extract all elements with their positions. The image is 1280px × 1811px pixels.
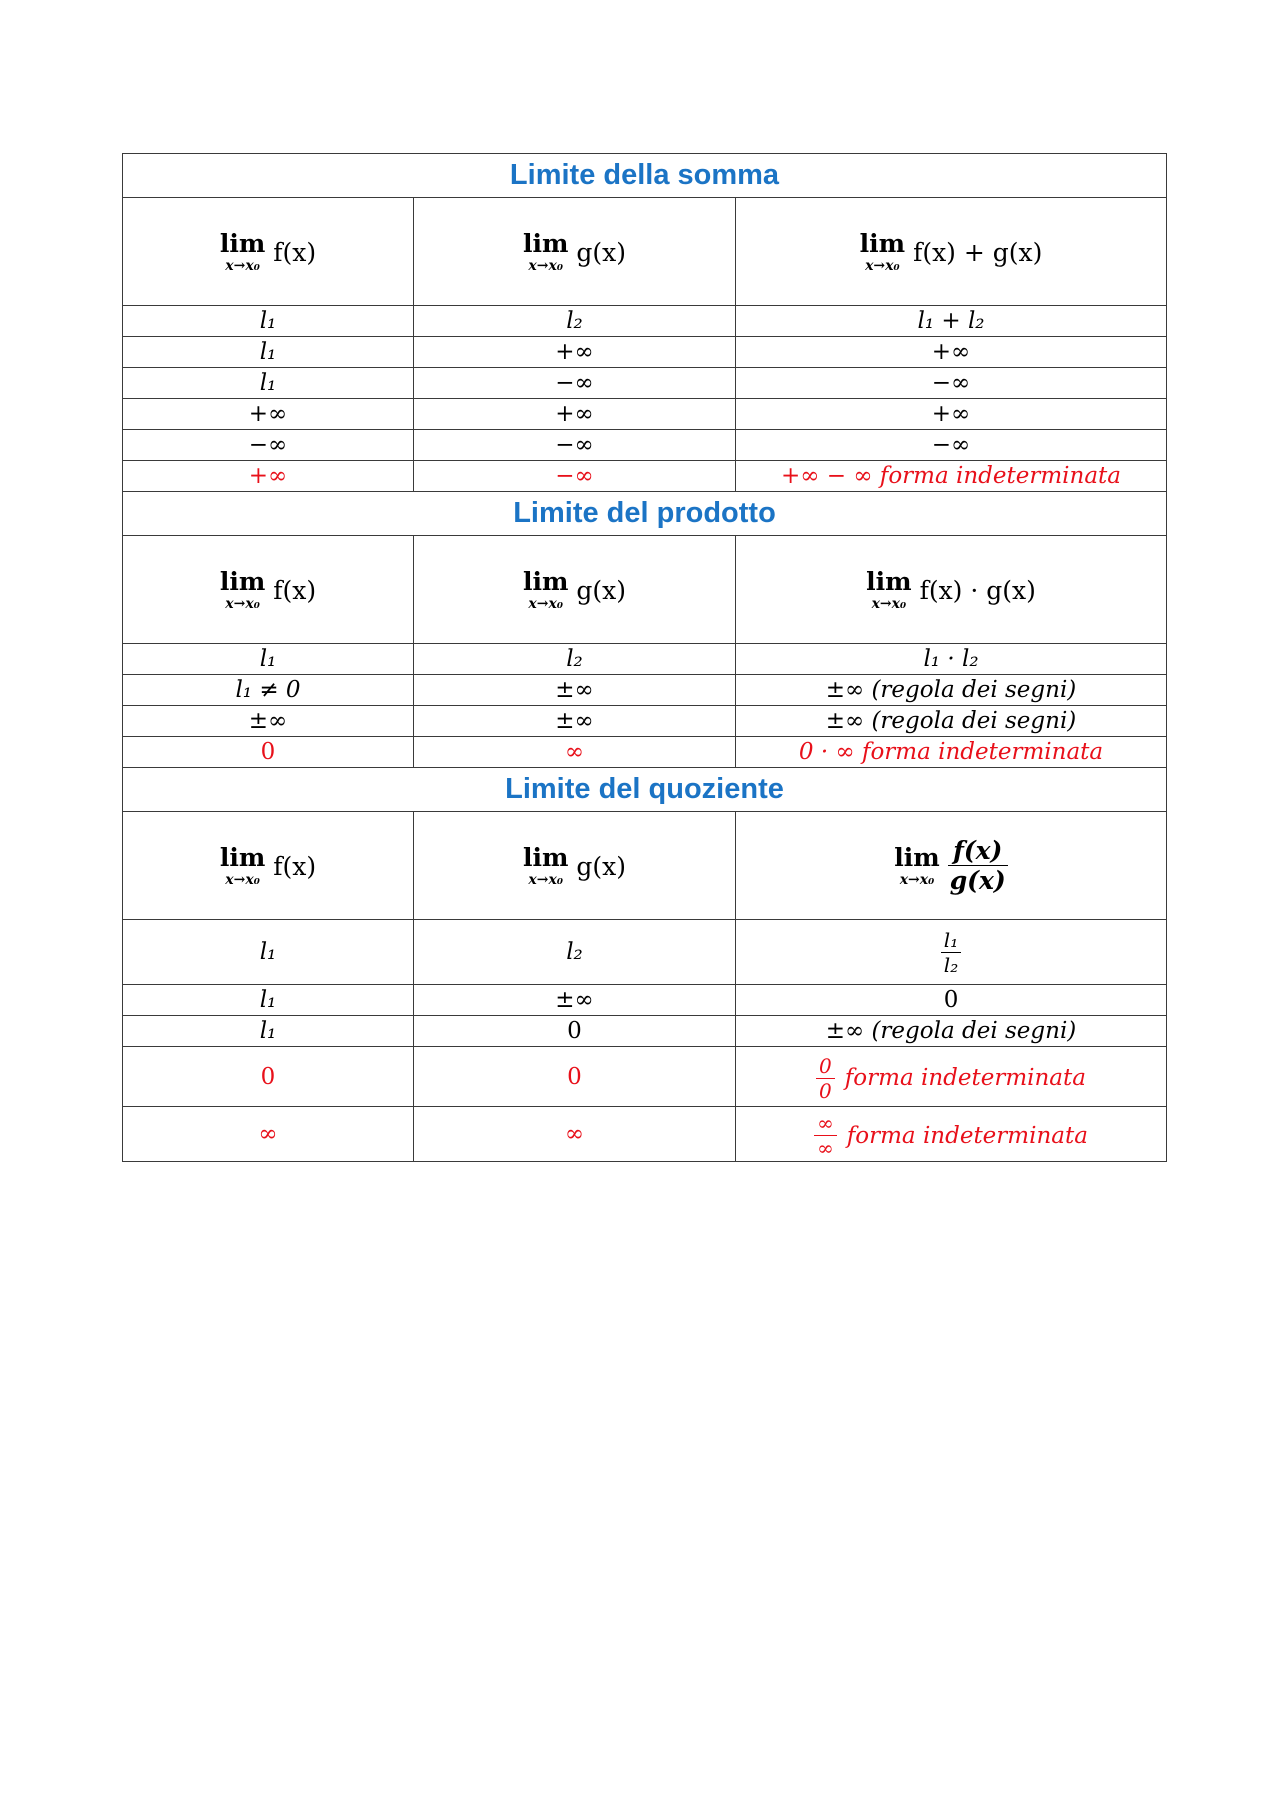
cell-f: l₁ bbox=[123, 306, 414, 337]
table-row bbox=[123, 430, 1167, 461]
cell-g: +∞ bbox=[414, 399, 736, 430]
header-lim-sum: lim x→x₀ f(x) + g(x) bbox=[736, 198, 1167, 306]
cell-result: −∞ bbox=[736, 368, 1167, 399]
table-row bbox=[123, 675, 1167, 706]
cell-g: ∞ bbox=[414, 1107, 736, 1162]
cell-f: −∞ bbox=[123, 430, 414, 461]
cell-result: +∞ bbox=[736, 337, 1167, 368]
cell-g: −∞ bbox=[414, 430, 736, 461]
cell-f: l₁ bbox=[123, 337, 414, 368]
header-row bbox=[123, 812, 1167, 920]
section-title-row bbox=[123, 492, 1167, 536]
table-row bbox=[123, 920, 1167, 985]
cell-result: ±∞ (regola dei segni) bbox=[736, 675, 1167, 706]
cell-g: +∞ bbox=[414, 337, 736, 368]
cell-result: ±∞ (regola dei segni) bbox=[736, 706, 1167, 737]
cell-g: l₂ bbox=[414, 306, 736, 337]
header-lim-g: lim x→x₀ g(x) bbox=[414, 198, 736, 306]
header-row bbox=[123, 198, 1167, 306]
table-row bbox=[123, 399, 1167, 430]
cell-result: −∞ bbox=[736, 430, 1167, 461]
cell-g: 0 bbox=[414, 1016, 736, 1047]
cell-result bbox=[736, 920, 1167, 985]
cell-g: l₂ bbox=[414, 644, 736, 675]
indeterminate-label: forma indeterminata bbox=[844, 1065, 1086, 1091]
cell-f: ∞ bbox=[123, 1107, 414, 1162]
table-row-indeterminate bbox=[123, 1047, 1167, 1107]
table-row-indeterminate bbox=[123, 461, 1167, 492]
header-lim-g: lim x→x₀ g(x) bbox=[414, 536, 736, 644]
cell-f: +∞ bbox=[123, 399, 414, 430]
cell-f: 0 bbox=[123, 737, 414, 768]
cell-f: l₁ ≠ 0 bbox=[123, 675, 414, 706]
table-row bbox=[123, 1016, 1167, 1047]
table-row bbox=[123, 337, 1167, 368]
cell-g: −∞ bbox=[414, 368, 736, 399]
cell-result: +∞ bbox=[736, 399, 1167, 430]
cell-f: l₁ bbox=[123, 985, 414, 1016]
cell-f: l₁ bbox=[123, 920, 414, 985]
header-lim-product: lim x→x₀ f(x) · g(x) bbox=[736, 536, 1167, 644]
section-title-row bbox=[123, 768, 1167, 812]
result-fraction: $\frac{\infty}{\infty}$ bbox=[814, 1113, 837, 1158]
cell-g: ±∞ bbox=[414, 675, 736, 706]
section-title-row bbox=[123, 154, 1167, 198]
table-row bbox=[123, 306, 1167, 337]
result-fraction: $\frac{0}{0}$ bbox=[816, 1056, 835, 1101]
cell-result: l₁ + l₂ bbox=[736, 306, 1167, 337]
cell-f: +∞ bbox=[123, 461, 414, 492]
cell-f: l₁ bbox=[123, 368, 414, 399]
cell-result: ±∞ (regola dei segni) bbox=[736, 1016, 1167, 1047]
header-lim-quotient: lim x→x₀ $\frac{f(x)}{g(x)}$ bbox=[736, 812, 1167, 920]
cell-result: 0 bbox=[736, 985, 1167, 1016]
cell-result bbox=[736, 1107, 1167, 1162]
cell-f: l₁ bbox=[123, 644, 414, 675]
limits-table bbox=[122, 153, 1167, 1162]
cell-f: ±∞ bbox=[123, 706, 414, 737]
cell-result bbox=[736, 1047, 1167, 1107]
cell-g: −∞ bbox=[414, 461, 736, 492]
cell-result: 0 · ∞ forma indeterminata bbox=[736, 737, 1167, 768]
header-lim-f: lim x→x₀ f(x) bbox=[123, 198, 414, 306]
table-row bbox=[123, 985, 1167, 1016]
cell-g: ∞ bbox=[414, 737, 736, 768]
table-row bbox=[123, 368, 1167, 399]
cell-g: ±∞ bbox=[414, 985, 736, 1016]
header-lim-g: lim x→x₀ g(x) bbox=[414, 812, 736, 920]
header-lim-f: lim x→x₀ f(x) bbox=[123, 812, 414, 920]
sum-title: Limite della somma bbox=[123, 154, 1167, 198]
result-fraction: $\frac{\text{l₁}}{\text{l₂}}$ bbox=[941, 930, 961, 975]
cell-f: 0 bbox=[123, 1047, 414, 1107]
indeterminate-label: forma indeterminata bbox=[846, 1122, 1088, 1149]
cell-g: l₂ bbox=[414, 920, 736, 985]
table-row bbox=[123, 644, 1167, 675]
table-row bbox=[123, 706, 1167, 737]
cell-g: ±∞ bbox=[414, 706, 736, 737]
cell-g: 0 bbox=[414, 1047, 736, 1107]
cell-result: l₁ · l₂ bbox=[736, 644, 1167, 675]
quotient-fraction: $\frac{f(x)}{g(x)}$ bbox=[949, 836, 1006, 895]
cell-f: l₁ bbox=[123, 1016, 414, 1047]
product-title: Limite del prodotto bbox=[123, 492, 1167, 536]
header-row bbox=[123, 536, 1167, 644]
cell-result: +∞ − ∞ forma indeterminata bbox=[736, 461, 1167, 492]
table-row-indeterminate bbox=[123, 737, 1167, 768]
quotient-title: Limite del quoziente bbox=[123, 768, 1167, 812]
table-row-indeterminate bbox=[123, 1107, 1167, 1162]
header-lim-f: lim x→x₀ f(x) bbox=[123, 536, 414, 644]
